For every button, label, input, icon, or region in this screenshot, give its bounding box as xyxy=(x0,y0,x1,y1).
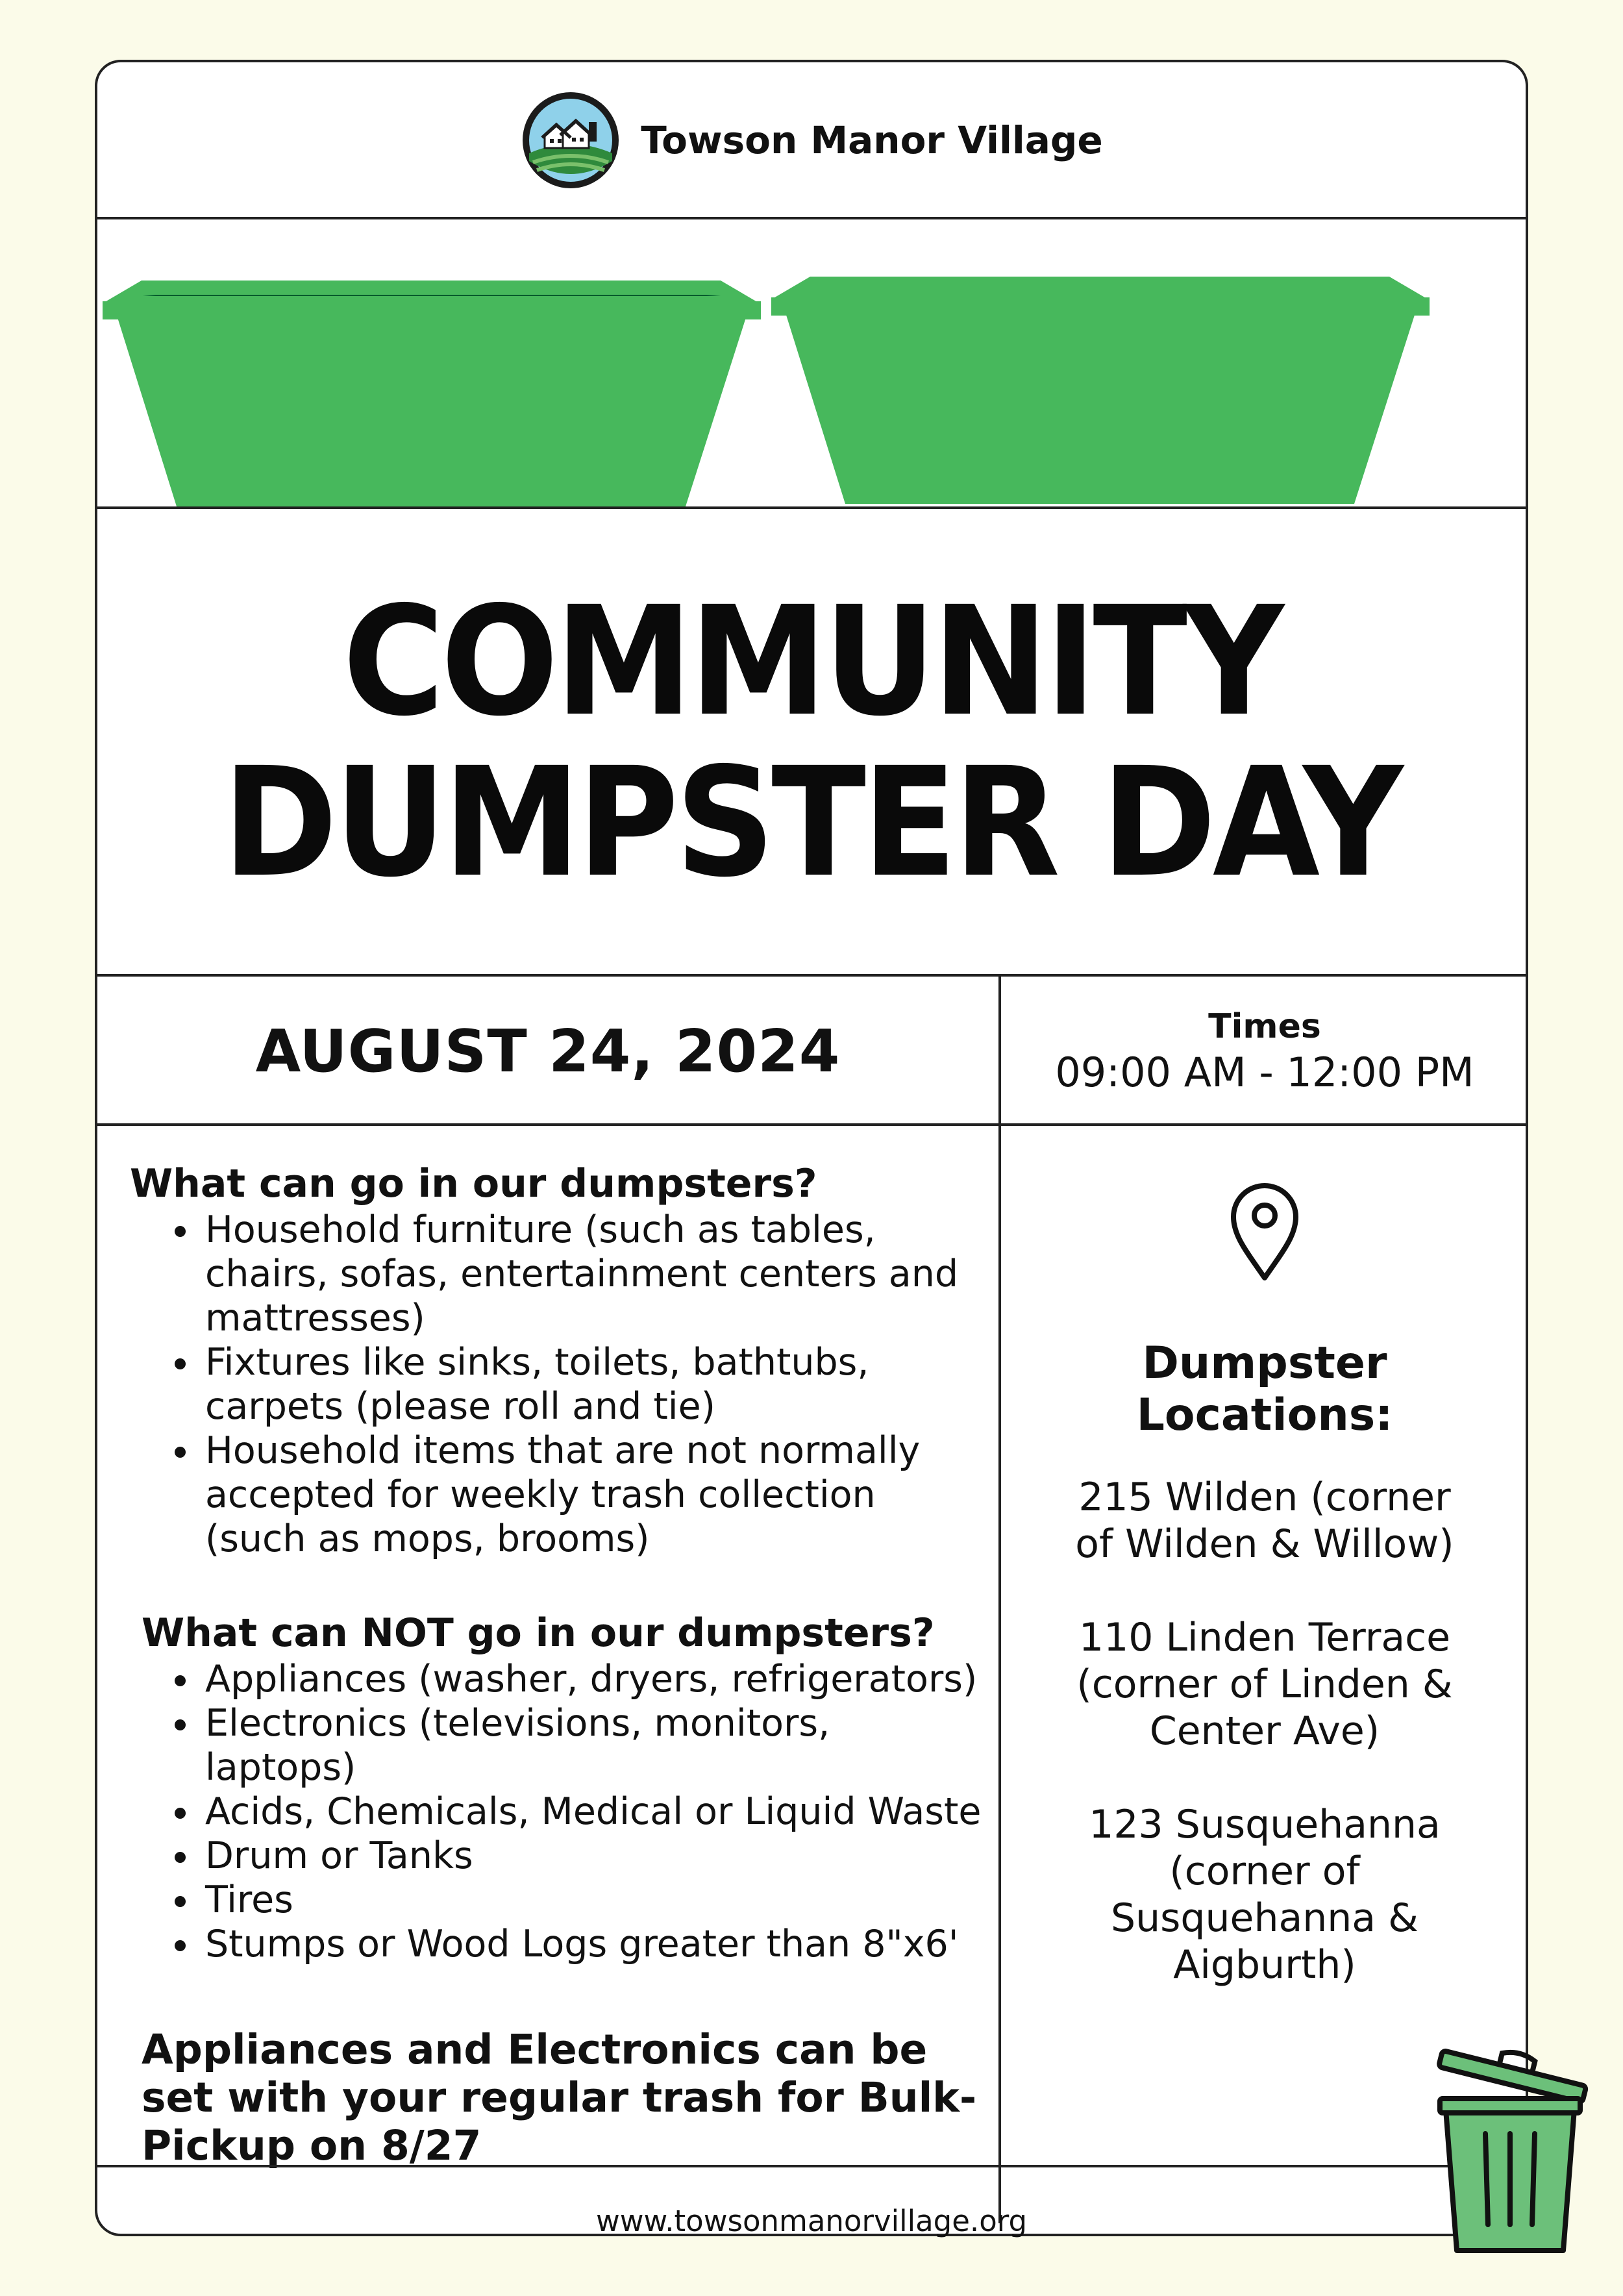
accepted-heading: What can go in our dumpsters? xyxy=(130,1161,817,1206)
bulk-pickup-note: Appliances and Electronics can be set with your regular trash for Bulk-Pickup on 8/27 xyxy=(142,2026,977,2169)
title-line-2: DUMPSTER DAY xyxy=(223,735,1400,910)
village-house-logo xyxy=(520,90,621,191)
list-item: • Drum or Tanks xyxy=(201,1834,987,1878)
not-accepted-section xyxy=(130,1609,987,1966)
event-title xyxy=(97,510,1526,974)
event-date: AUGUST 24, 2024 xyxy=(255,1017,841,1086)
flyer-card xyxy=(95,60,1528,2236)
location-item: 110 Linden Terrace (corner of Linden & Center Ave) xyxy=(1076,1615,1453,1754)
divider xyxy=(97,506,1526,509)
rules-column xyxy=(130,1160,987,2170)
list-item: • Household furniture (such as tables, chairs, sofas, entertainment centers and mattresses) xyxy=(201,1208,987,1340)
list-item: • Household items that are not normally accepted for weekly trash collection (such as mops, brooms) xyxy=(201,1429,987,1561)
accepted-list xyxy=(130,1208,987,1561)
locations-column xyxy=(1001,1129,1528,1988)
not-accepted-heading: What can NOT go in our dumpsters? xyxy=(142,1610,935,1656)
list-item: • Stumps or Wood Logs greater than 8"x6' xyxy=(201,1922,987,1966)
location-item: 123 Susquehanna (corner of Susquehanna & Aigburth) xyxy=(1089,1802,1441,1988)
dumpster-icon-left xyxy=(103,281,761,506)
list-item: • Appliances (washer, dryers, refrigerators) xyxy=(201,1657,987,1701)
accepted-section xyxy=(130,1160,987,1561)
times-value: 09:00 AM - 12:00 PM xyxy=(1055,1048,1474,1096)
locations-heading-line: Dumpster xyxy=(1142,1338,1387,1389)
list-item: • Electronics (televisions, monitors, laptops) xyxy=(201,1701,987,1790)
event-times xyxy=(1001,977,1528,1126)
title-line-1: COMMUNITY xyxy=(342,574,1281,749)
trash-can-icon xyxy=(1426,2036,1594,2257)
dumpster-illustration xyxy=(97,218,1526,506)
list-item: • Fixtures like sinks, toilets, bathtubs, carpets (please roll and tie) xyxy=(201,1340,987,1429)
location-pin-icon xyxy=(1228,1180,1301,1282)
locations-heading-line: Locations: xyxy=(1136,1390,1393,1441)
list-item: • Tires xyxy=(201,1878,987,1922)
dumpster-icon-right xyxy=(771,277,1430,504)
location-item: 215 Wilden (corner of Wilden & Willow) xyxy=(1075,1475,1454,1567)
brand-name: Towson Manor Village xyxy=(641,118,1103,162)
brand-header xyxy=(97,62,1526,218)
locations-heading xyxy=(1137,1338,1393,1441)
list-item: • Acids, Chemicals, Medical or Liquid Waste xyxy=(201,1790,987,1834)
website-link[interactable]: www.towsonmanorvillage.org xyxy=(595,2204,1028,2238)
divider xyxy=(97,1123,1526,1126)
times-label: Times xyxy=(1208,1006,1321,1046)
not-accepted-list xyxy=(142,1657,987,1966)
footer xyxy=(97,2165,1526,2282)
